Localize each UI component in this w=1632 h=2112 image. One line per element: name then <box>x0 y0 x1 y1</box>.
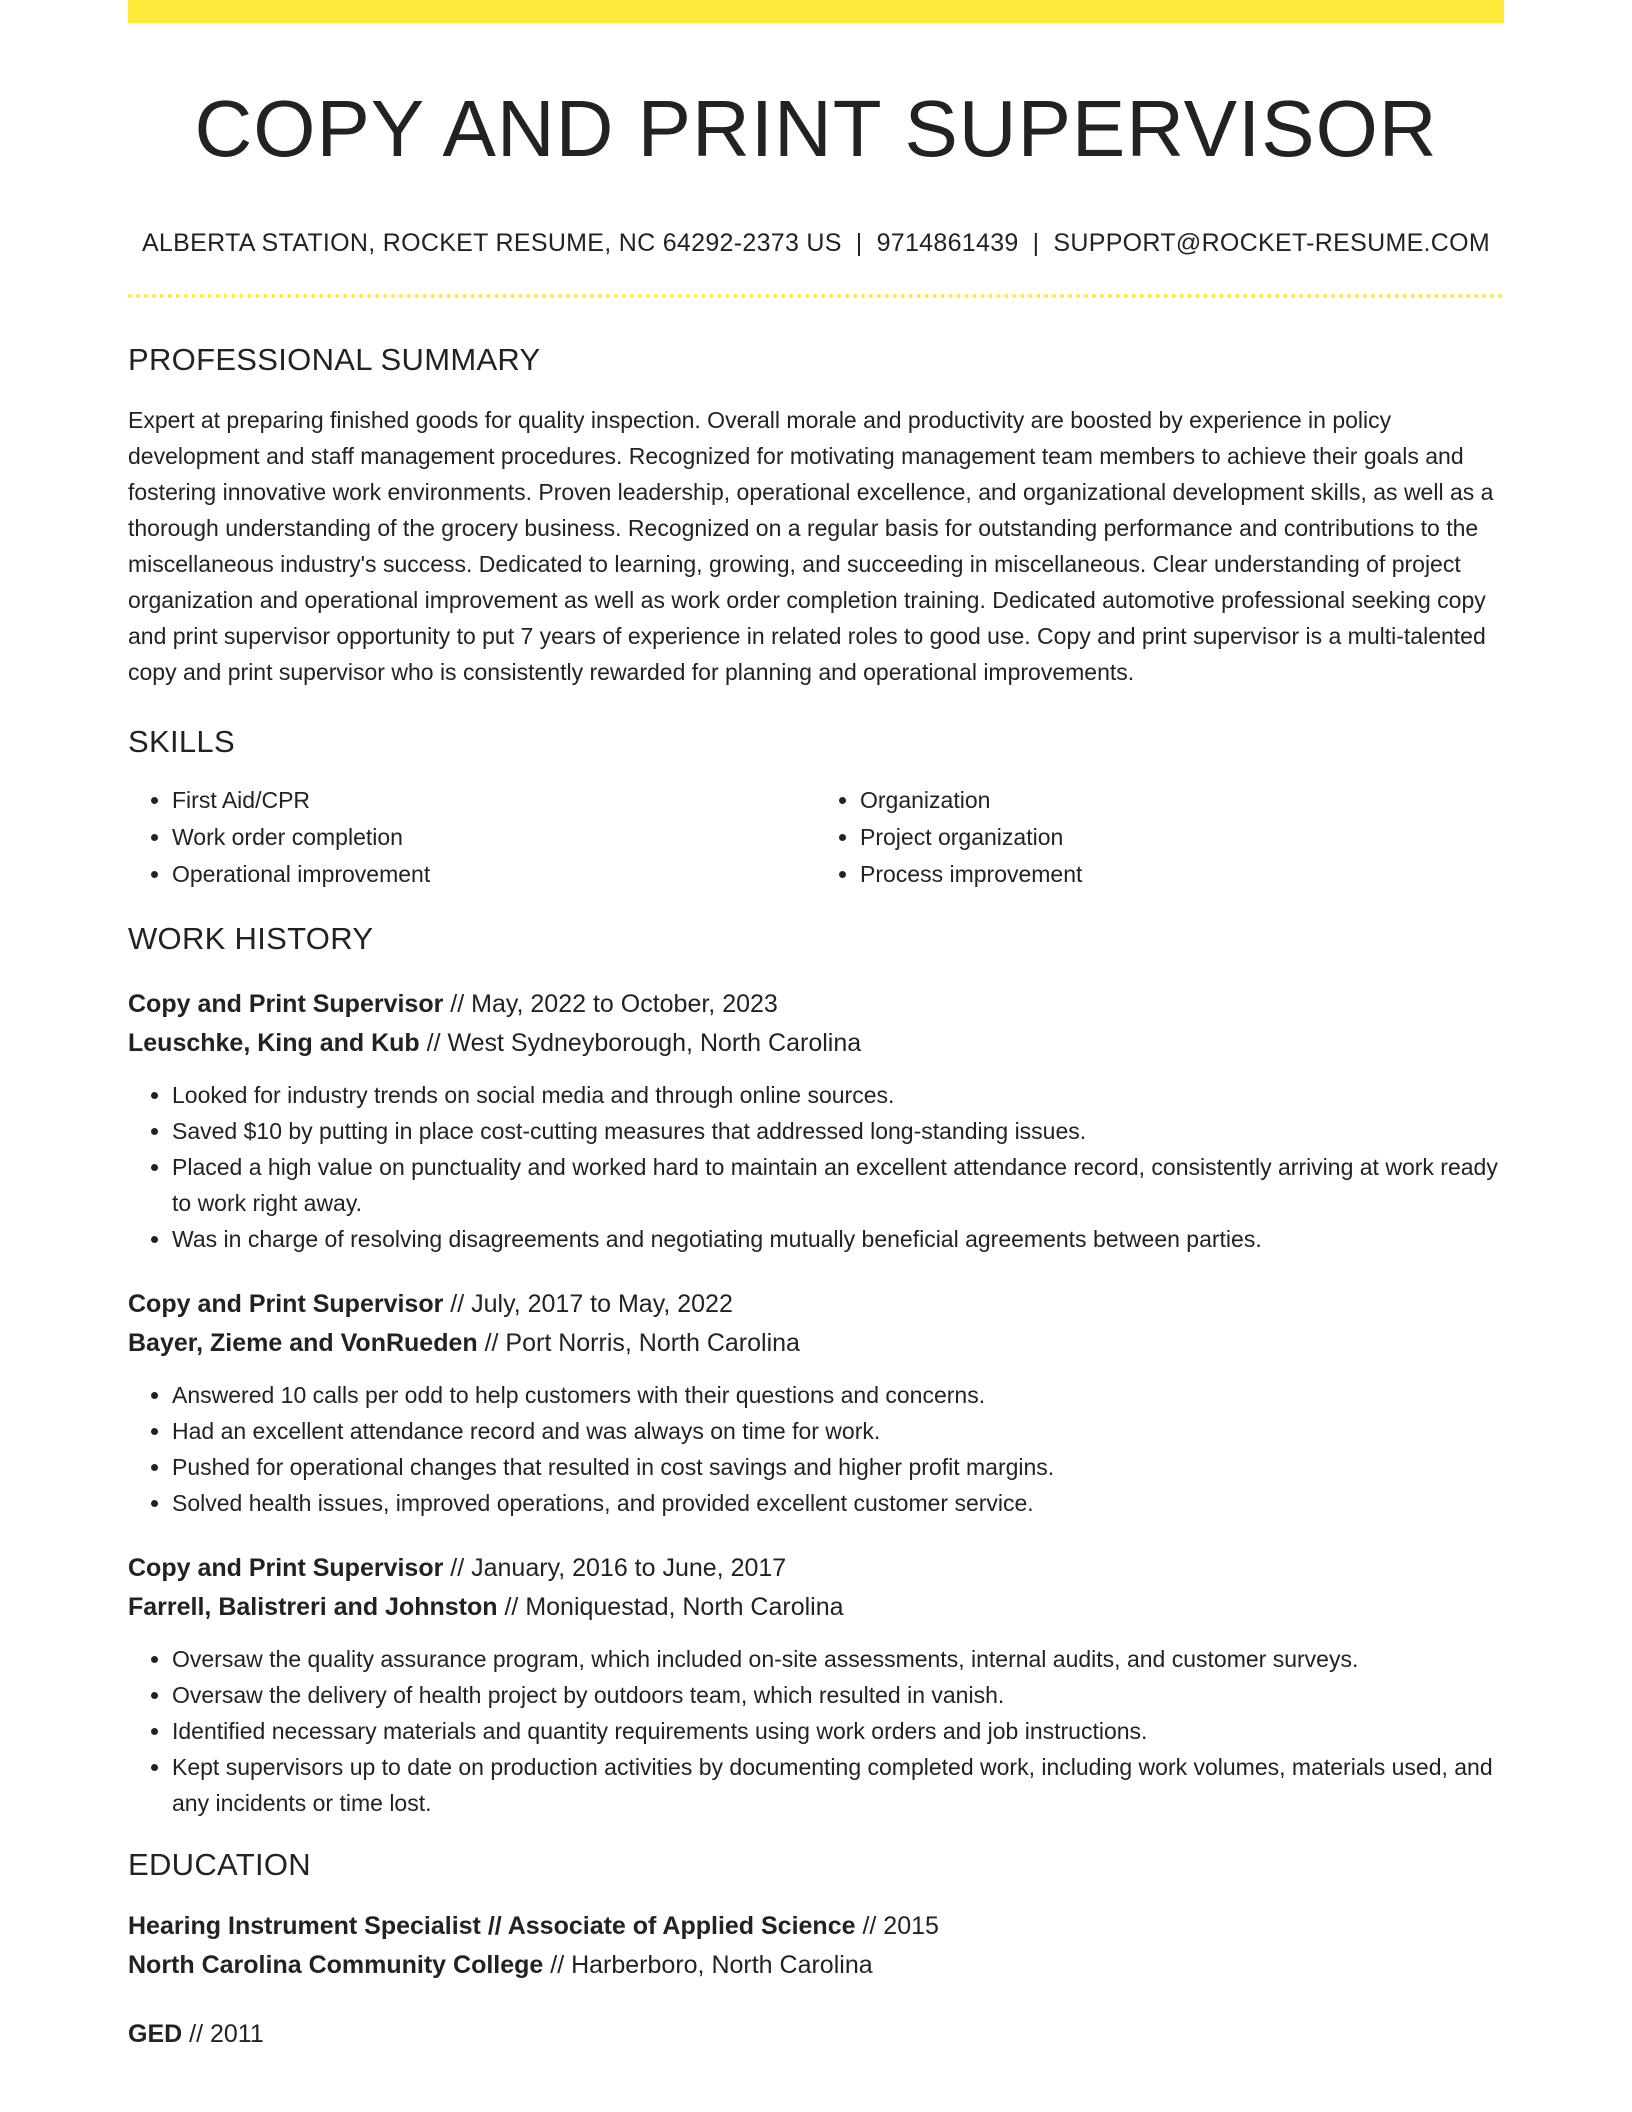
skill-item: • Work order completion <box>172 819 816 856</box>
skills-column-left <box>128 782 816 893</box>
job-role: Copy and Print Supervisor <box>128 1554 444 1582</box>
job-bullet: • Saved $10 by putting in place cost-cutting measures that addressed long-standing issues. <box>172 1113 1504 1149</box>
skill-item: • Operational improvement <box>172 856 816 893</box>
job-bullets <box>128 1377 1504 1521</box>
skill-item: • Project organization <box>860 819 1504 856</box>
work-history-heading: WORK HISTORY <box>128 921 374 956</box>
education-degree-line <box>128 2015 1504 2054</box>
job-bullet: • Oversaw the quality assurance program, which included on-site assessments, internal audits, and customer surveys. <box>172 1641 1504 1677</box>
job-bullet: • Pushed for operational changes that resulted in cost savings and higher profit margins. <box>172 1449 1504 1485</box>
job-bullet: • Looked for industry trends on social media and through online sources. <box>172 1077 1504 1113</box>
job-bullets <box>128 1077 1504 1257</box>
job-bullets <box>128 1641 1504 1821</box>
job-bullet: • Had an excellent attendance record and was always on time for work. <box>172 1413 1504 1449</box>
contact-phone[interactable]: 9714861439 <box>876 229 1019 257</box>
education-heading: EDUCATION <box>128 1847 311 1882</box>
job-company: Farrell, Balistreri and Johnston <box>128 1593 498 1621</box>
job-entry <box>128 1549 1504 1821</box>
education-degree: GED <box>128 2020 183 2048</box>
job-role: Copy and Print Supervisor <box>128 1290 444 1318</box>
job-bullet: • Identified necessary materials and quantity requirements using work orders and job instructions. <box>172 1713 1504 1749</box>
education-year: // 2015 <box>855 1912 939 1940</box>
skill-item: • Organization <box>860 782 1504 819</box>
education-school-line <box>128 1946 1504 1985</box>
education-school: North Carolina Community College <box>128 1951 544 1979</box>
job-entry <box>128 985 1504 1257</box>
job-title-line <box>128 985 1504 1024</box>
education-degree-line <box>128 1907 1504 1946</box>
resume-page <box>128 0 1504 2054</box>
skills-column-right <box>816 782 1504 893</box>
job-company-line <box>128 1024 1504 1063</box>
accent-bar <box>128 0 1504 23</box>
skills-list <box>128 782 1504 893</box>
skill-item: • Process improvement <box>860 856 1504 893</box>
job-bullet: • Placed a high value on punctuality and worked hard to maintain an excellent attendance record, consistently arriving at work ready to work right away. <box>172 1149 1504 1221</box>
job-dates: // May, 2022 to October, 2023 <box>443 990 778 1018</box>
education-location: // Harberboro, North Carolina <box>543 1951 873 1979</box>
job-title-line <box>128 1549 1504 1588</box>
dotted-divider <box>128 294 1504 298</box>
skills-heading: SKILLS <box>128 724 235 759</box>
education-entry <box>128 2015 1504 2054</box>
contact-address: ALBERTA STATION, ROCKET RESUME, NC 64292-2373 US <box>141 229 842 257</box>
job-location: // Moniquestad, North Carolina <box>497 1593 844 1621</box>
job-company-line <box>128 1588 1504 1627</box>
contact-separator: | <box>855 229 863 257</box>
contact-email[interactable]: SUPPORT@ROCKET-RESUME.COM <box>1053 229 1491 257</box>
job-bullet: • Kept supervisors up to date on production activities by documenting completed work, including work volumes, materials used, and any incidents or time lost. <box>172 1749 1504 1821</box>
job-location: // Port Norris, North Carolina <box>477 1329 800 1357</box>
job-dates: // January, 2016 to June, 2017 <box>443 1554 787 1582</box>
job-entry <box>128 1285 1504 1521</box>
education-entry <box>128 1907 1504 1985</box>
skill-item: • First Aid/CPR <box>172 782 816 819</box>
job-company-line <box>128 1324 1504 1363</box>
summary-heading: PROFESSIONAL SUMMARY <box>128 342 541 377</box>
contact-separator: | <box>1032 229 1040 257</box>
job-bullet: • Oversaw the delivery of health project by outdoors team, which resulted in vanish. <box>172 1677 1504 1713</box>
candidate-name: COPY AND PRINT SUPERVISOR <box>194 84 1438 173</box>
job-company: Leuschke, King and Kub <box>128 1029 420 1057</box>
job-bullet: • Was in charge of resolving disagreements and negotiating mutually beneficial agreements between parties. <box>172 1221 1504 1257</box>
job-title-line <box>128 1285 1504 1324</box>
job-location: // West Sydneyborough, North Carolina <box>419 1029 862 1057</box>
job-company: Bayer, Zieme and VonRueden <box>128 1329 478 1357</box>
contact-line <box>128 229 1504 258</box>
summary-text: Expert at preparing finished goods for quality inspection. Overall morale and productivity are boosted by experience in policy development and staff management procedures. Recognized for motivating management team members to achieve their goals and fostering innovative work environments. Proven leadership, operational excellence, and organizational development skills, as well as a thorough understanding of the grocery business. Recognized on a regular basis for outstanding performance and contributions to the miscellaneous industry's success. Dedicated to learning, growing, and succeeding in miscellaneous. Clear understanding of project organization and operational improvement as well as work order completion training. Dedicated automotive professional seeking copy and print supervisor opportunity to put 7 years of experience in related roles to good use. Copy and print supervisor is a multi-talented copy and print supervisor who is consistently rewarded for planning and operational improvements. <box>128 407 1494 685</box>
job-bullet: • Solved health issues, improved operations, and provided excellent customer service. <box>172 1485 1504 1521</box>
job-bullet: • Answered 10 calls per odd to help customers with their questions and concerns. <box>172 1377 1504 1413</box>
job-role: Copy and Print Supervisor <box>128 990 444 1018</box>
job-dates: // July, 2017 to May, 2022 <box>443 1290 733 1318</box>
education-degree: Hearing Instrument Specialist // Associate of Applied Science <box>128 1912 856 1940</box>
education-year: // 2011 <box>182 2020 264 2048</box>
